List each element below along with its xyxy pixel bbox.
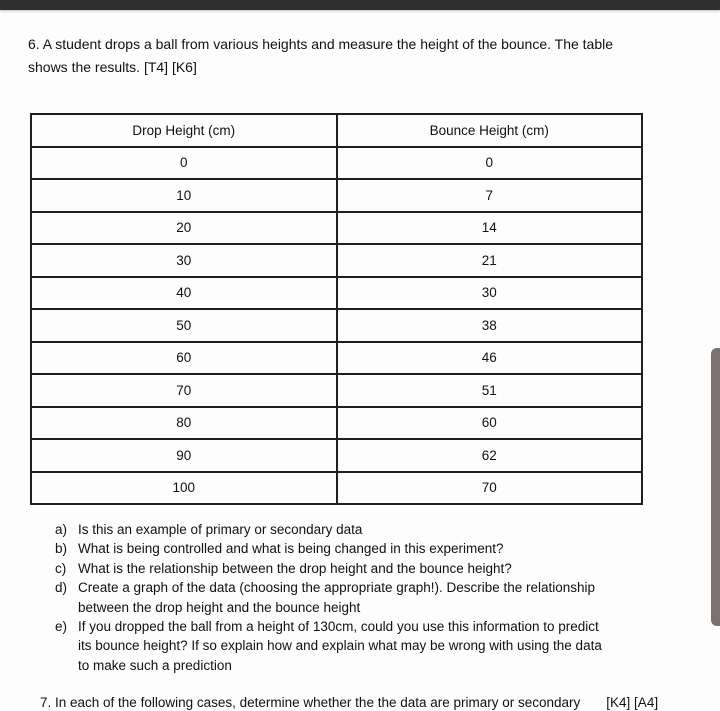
subquestion-e bbox=[55, 617, 675, 675]
subquestion-a bbox=[55, 520, 675, 539]
table-cell: 90 bbox=[31, 439, 337, 472]
table-header-row bbox=[31, 114, 642, 147]
table-row bbox=[31, 277, 642, 310]
subquestion-b-text: What is being controlled and what is being changed in this experiment? bbox=[78, 541, 504, 557]
table-row bbox=[31, 212, 642, 245]
table-cell: 0 bbox=[337, 147, 643, 180]
subquestion-e-text-line-3: to make such a prediction bbox=[78, 657, 232, 673]
table-row bbox=[31, 374, 642, 407]
question-6-line-1: 6. A student drops a ball from various heights and measure the height of the bounce. The table bbox=[28, 36, 614, 52]
table-row bbox=[31, 407, 642, 440]
table-row bbox=[31, 342, 642, 375]
table-cell: 40 bbox=[31, 277, 337, 310]
subquestion-d bbox=[55, 578, 675, 617]
table-cell: 10 bbox=[31, 179, 337, 212]
table-cell: 100 bbox=[31, 472, 337, 505]
subquestion-b bbox=[55, 539, 675, 558]
subquestion-e-label: e) bbox=[55, 619, 68, 635]
table-cell: 50 bbox=[31, 309, 337, 342]
subquestion-b-label: b) bbox=[55, 541, 68, 557]
question-7-text: 7. In each of the following cases, determine whether the the data are primary or secondary bbox=[40, 695, 581, 710]
subquestion-c-label: c) bbox=[55, 560, 67, 576]
table-cell: 30 bbox=[337, 277, 643, 310]
table-row bbox=[31, 309, 642, 342]
table-cell: 14 bbox=[337, 212, 643, 245]
table-cell: 60 bbox=[31, 342, 337, 375]
table-row bbox=[31, 439, 642, 472]
table-cell: 30 bbox=[31, 244, 337, 277]
subquestion-d-text-line-2: between the drop height and the bounce height bbox=[78, 599, 361, 615]
question-7-partial bbox=[40, 694, 720, 711]
subquestion-a-label: a) bbox=[55, 522, 68, 537]
question-7-tags: [K4] [A4] bbox=[606, 695, 659, 710]
table-cell: 38 bbox=[337, 309, 643, 342]
table-row bbox=[31, 472, 642, 505]
table-cell: 7 bbox=[337, 179, 643, 212]
table-cell: 60 bbox=[337, 407, 643, 440]
table-header-bounce-height: Bounce Height (cm) bbox=[337, 114, 643, 147]
table-cell: 70 bbox=[31, 374, 337, 407]
table-row bbox=[31, 179, 642, 212]
table-cell: 80 bbox=[31, 407, 337, 440]
table-cell: 0 bbox=[31, 147, 337, 180]
question-6-line-2: shows the results. [T4] [K6] bbox=[28, 59, 197, 75]
table-cell: 62 bbox=[337, 439, 643, 472]
subquestion-e-text-line-2: its bounce height? If so explain how and explain what may be wrong with using the data bbox=[78, 638, 602, 654]
scrollbar-thumb[interactable] bbox=[711, 348, 720, 626]
table-cell: 21 bbox=[337, 244, 643, 277]
subquestions-list bbox=[55, 520, 675, 675]
table-header-drop-height: Drop Height (cm) bbox=[31, 114, 337, 147]
subquestion-e-text-line-1: If you dropped the ball from a height of 130cm, could you use this information to predict bbox=[78, 619, 599, 635]
subquestion-d-label: d) bbox=[55, 580, 68, 596]
table-cell: 46 bbox=[337, 342, 643, 375]
table-row bbox=[31, 147, 642, 180]
subquestion-a-text: Is this an example of primary or secondary data bbox=[78, 522, 363, 537]
table-cell: 20 bbox=[31, 212, 337, 245]
top-bar bbox=[0, 0, 720, 10]
subquestion-c bbox=[55, 559, 675, 578]
data-table bbox=[30, 113, 643, 505]
table-cell: 51 bbox=[337, 374, 643, 407]
subquestion-c-text: What is the relationship between the drop height and the bounce height? bbox=[78, 560, 512, 576]
subquestion-d-text-line-1: Create a graph of the data (choosing the appropriate graph!). Describe the relationship bbox=[78, 580, 596, 596]
table-row bbox=[31, 244, 642, 277]
question-6-text bbox=[28, 33, 668, 79]
table-cell: 70 bbox=[337, 472, 643, 505]
